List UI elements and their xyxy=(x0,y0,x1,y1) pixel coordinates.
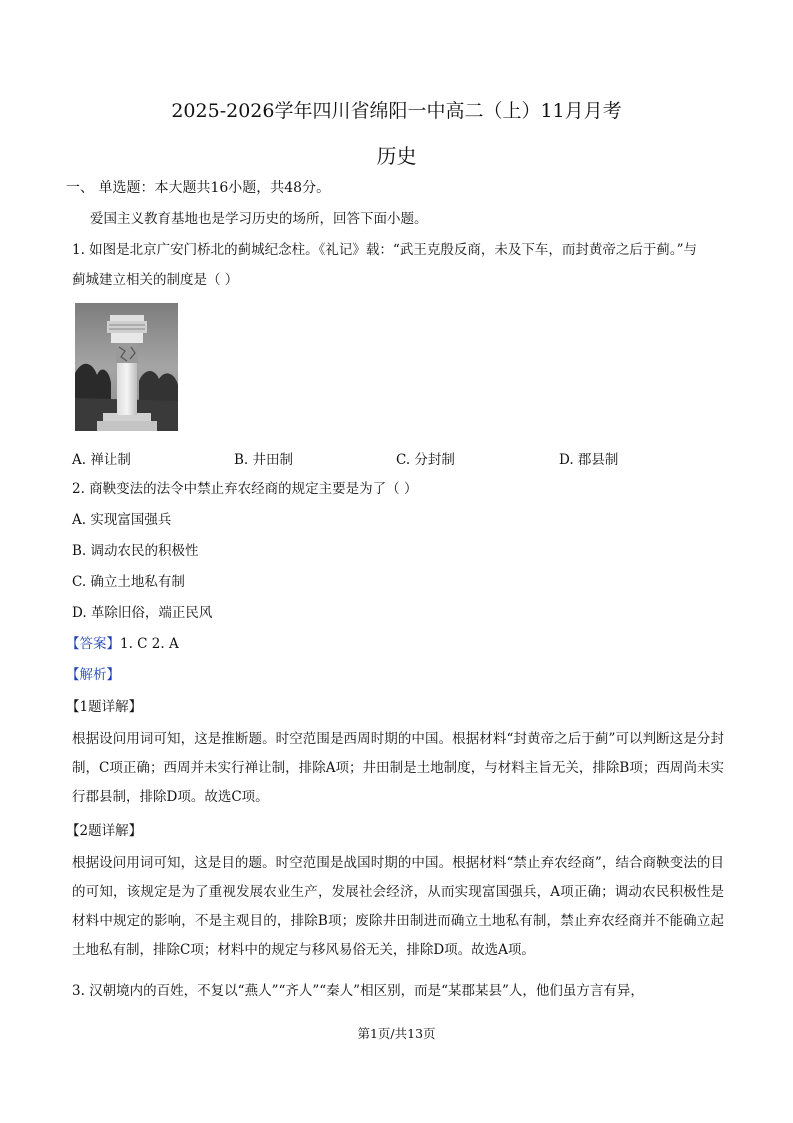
q2-option-b: B. 调动农民的积极性 xyxy=(72,543,199,559)
section-heading: 一、 单选题：本大题共16小题，共48分。 xyxy=(66,180,331,196)
q1-option-b: B. 井田制 xyxy=(234,452,294,468)
answer-label: 【答案】 xyxy=(66,636,120,652)
q2-option-a: A. 实现富国强兵 xyxy=(72,512,172,528)
detail-1-text: 根据设问用词可知，这是推断题。时空范围是西周时期的中国。根据材料“封黄帝之后于蓟”可以判断这是分封制，C项正确；西周并未实行禅让制，排除A项；井田制是土地制度，与材料主旨无关，排除B项；西周尚未实行郡县制，排除D项。故选C项。 xyxy=(72,731,724,805)
section-intro: 爱国主义教育基地也是学习历史的场所，回答下面小题。 xyxy=(90,211,428,227)
question-1-line-2: 蓟城建立相关的制度是（ ） xyxy=(72,272,239,288)
jicheng-memorial-column-photo xyxy=(75,303,178,431)
detail-2-text: 根据设问用词可知，这是目的题。时空范围是战国时期的中国。根据材料“禁止弃农经商”，结合商鞅变法的目的可知，该规定是为了重视发展农业生产，发展社会经济，从而实现富国强兵，A项正确；调动农民积极性是材料中规定的影响，不是主观目的，排除B项；废除井田制进而确立土地私有制，禁止弃农经商并不能确立起土地私有制，排除C项；材料中的规定与移风易俗无关，排除D项。故选A项。 xyxy=(72,855,724,958)
page-footer: 第1页/共13页 xyxy=(357,1026,436,1041)
q1-option-a: A. 禅让制 xyxy=(72,452,131,468)
question-2-stem: 2. 商鞅变法的法令中禁止弃农经商的规定主要是为了（ ） xyxy=(72,481,418,497)
q2-option-c: C. 确立土地私有制 xyxy=(72,574,185,590)
subject-title: 历史 xyxy=(376,144,417,168)
q2-option-d: D. 革除旧俗，端正民风 xyxy=(72,605,213,621)
q1-option-d: D. 郡县制 xyxy=(559,452,619,468)
analysis-label: 【解析】 xyxy=(66,667,120,683)
question-3-stem: 3. 汉朝境内的百姓，不复以“燕人”“齐人”“秦人”相区别，而是“某郡某县”人，他们虽方言有异， xyxy=(72,983,644,999)
question-1-line-1: 1. 如图是北京广安门桥北的蓟城纪念柱。《礼记》载：“武王克殷反商，未及下车，而封黄帝之后于蓟。”与 xyxy=(72,242,697,258)
detail-1-label: 【1题详解】 xyxy=(66,699,143,715)
exam-title: 2025-2026学年四川省绵阳一中高二（上）11月月考 xyxy=(171,100,622,122)
answer-text: 1. C 2. A xyxy=(120,636,179,652)
memorial-column-image xyxy=(75,303,178,431)
q1-option-c: C. 分封制 xyxy=(396,452,455,468)
answer-row xyxy=(66,634,726,654)
detail-2-label: 【2题详解】 xyxy=(66,823,143,839)
